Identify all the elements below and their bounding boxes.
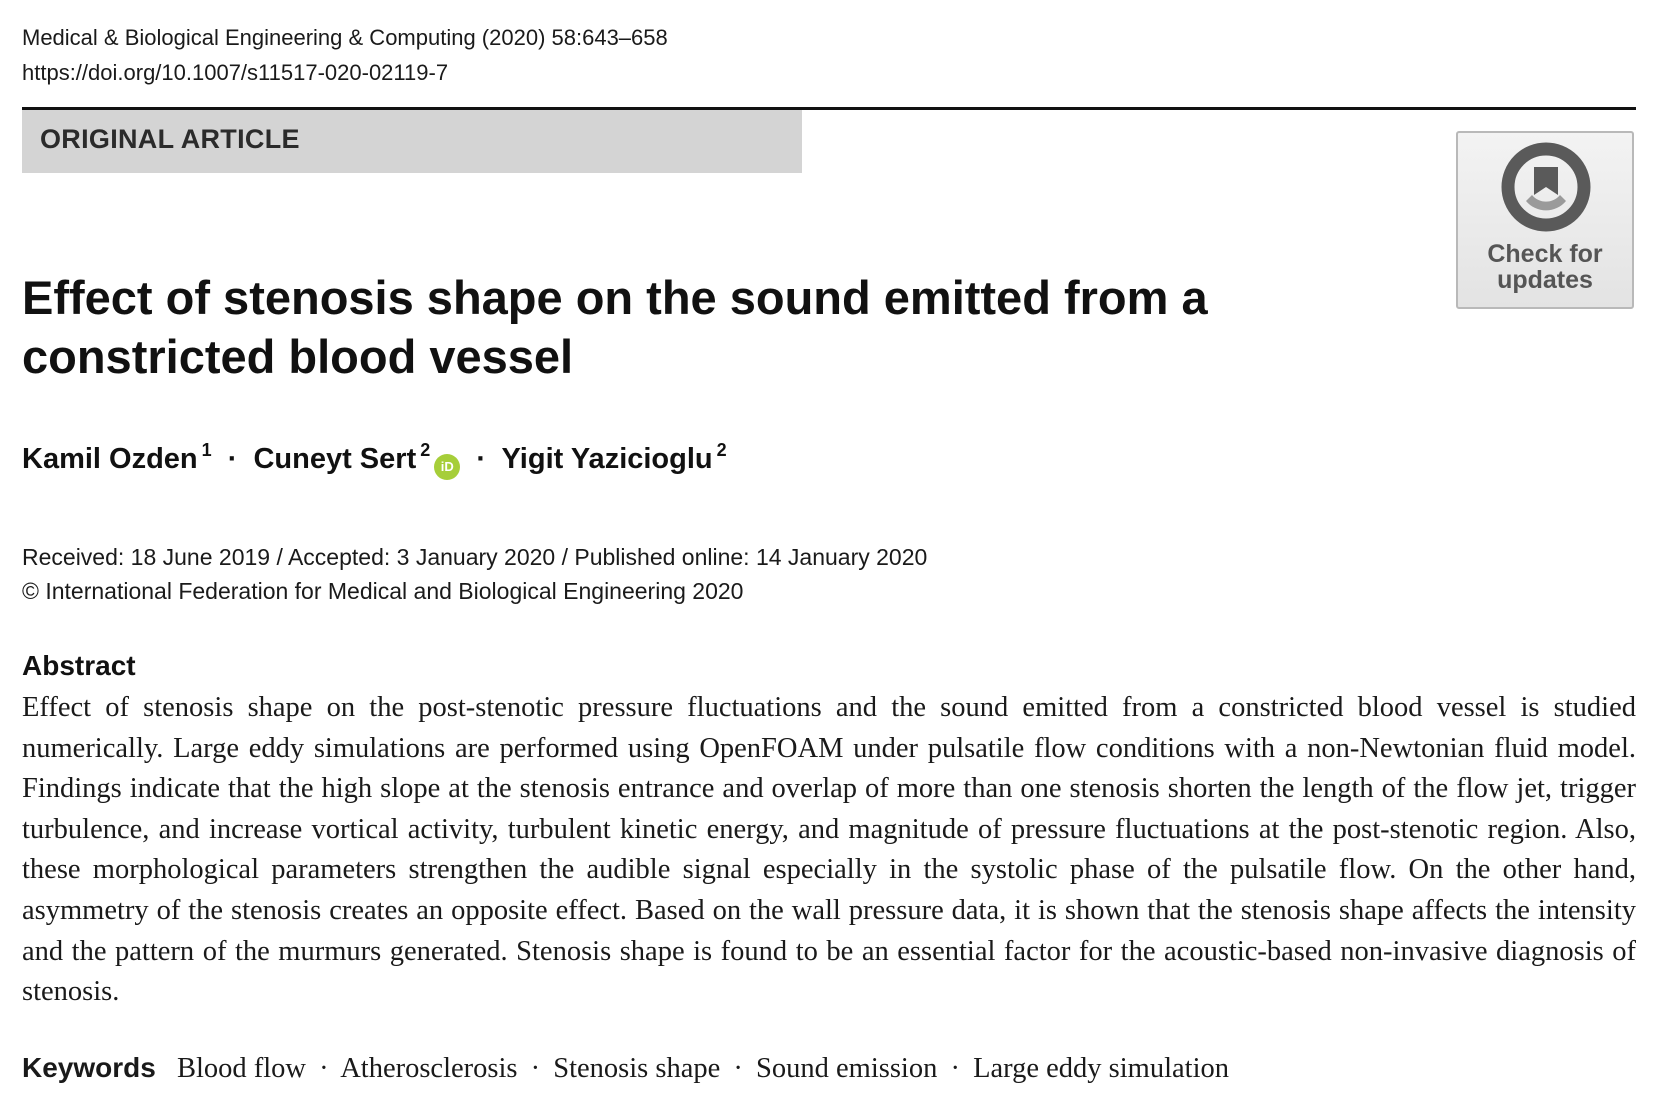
article-type-banner (22, 110, 802, 173)
author-affiliation: 2 (716, 440, 727, 460)
abstract-text: Effect of stenosis shape on the post-stenotic pressure fluctuations and the sound emitted from a constricted blood vessel is studied numerically. Large eddy simulations are performed using OpenFOAM under pulsatile flow conditions with a non-Newtonian fluid model. Findings indicate that the high slope at the stenosis entrance and overlap of more than one stenosis shorten the length of the flow jet, trigger turbulence, and increase vortical activity, turbulent kinetic energy, and magnitude of pressure fluctuations at the post-stenotic region. Also, these morphological parameters strengthen the audible signal especially in the systolic phase of the pulsatile flow. On the other hand, asymmetry of the stenosis creates an opposite effect. Based on the wall pressure data, it is shown that the stenosis shape affects the intensity and the pattern of the murmurs generated. Stenosis shape is found to be an essential factor for the acoustic-based non-invasive diagnosis of stenosis. (22, 692, 1636, 1008)
check-for-updates-label: Check for updates (1487, 240, 1603, 294)
keywords-heading: Keywords (22, 1052, 156, 1083)
orcid-icon[interactable]: iD (434, 454, 460, 480)
keyword-separator: · (950, 1053, 960, 1084)
article-title: Effect of stenosis shape on the sound emitted from a constricted blood vessel (22, 271, 1208, 383)
keyword-separator: · (530, 1053, 541, 1084)
publication-dates (22, 540, 927, 608)
history-dates: Received: 18 June 2019 / Accepted: 3 January 2020 / Published online: 14 January 2020 (22, 544, 928, 570)
keyword-item: Sound emission (756, 1053, 938, 1084)
author-separator: · (476, 443, 486, 475)
article-type-label: ORIGINAL ARTICLE (40, 124, 300, 154)
keyword-separator: · (319, 1053, 329, 1084)
keyword-separator: · (733, 1053, 743, 1084)
keyword-item: Large eddy simulation (973, 1053, 1230, 1084)
doi-link[interactable]: https://doi.org/10.1007/s11517-020-02119-7 (22, 60, 449, 85)
check-for-updates-button[interactable] (1456, 131, 1634, 309)
copyright-line: © International Federation for Medical and Biological Engineering 2020 (22, 578, 744, 604)
journal-citation: Medical & Biological Engineering & Computing (2020) 58:643–658 (22, 25, 668, 50)
keyword-item: Blood flow (176, 1053, 306, 1084)
keywords-section (22, 1052, 1229, 1085)
author-affiliation: 1 (201, 440, 212, 460)
keyword-item: Atherosclerosis (340, 1053, 518, 1084)
keyword-item: Stenosis shape (553, 1053, 721, 1084)
author-affiliation: 2 (420, 440, 431, 460)
check-for-updates-icon (1498, 139, 1594, 235)
author-name[interactable]: Yigit Yazicioglu (501, 443, 713, 475)
author-name[interactable]: Cuneyt Sert (253, 443, 417, 475)
journal-header (22, 20, 668, 90)
author-name[interactable]: Kamil Ozden (22, 443, 198, 475)
author-list (22, 440, 727, 480)
abstract-heading: Abstract (22, 650, 136, 681)
author-separator: · (227, 443, 238, 475)
